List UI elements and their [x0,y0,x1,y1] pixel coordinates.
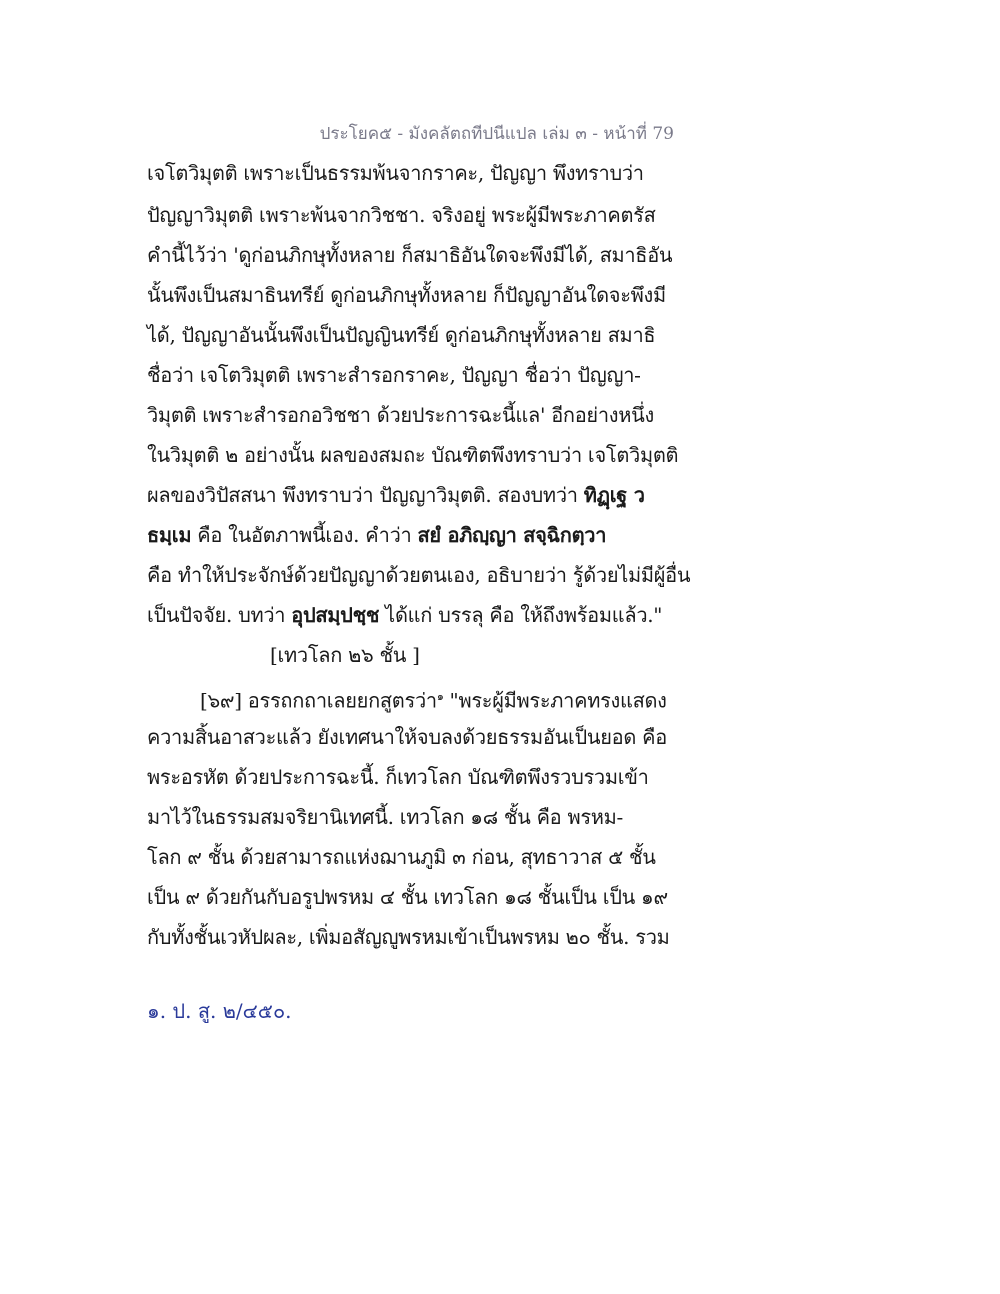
body-line-12-post: ได้แก่ บรรลุ คือ ให้ถึงพร้อมแล้ว." [379,603,663,627]
paragraph-2-number: [๖๙] อรรถกถาเลยยกสูตรว่า [200,688,437,713]
pali-term-upasampajja: อุปสมฺปชฺช [291,603,380,627]
body-line-10-text: คือ ในอัตภาพนี้เอง. คำว่า [191,523,418,547]
body-line-9 [147,480,677,510]
running-head: ประโยค๕ - มังคลัตถทีปนีแปล เล่ม ๓ - หน้าที่ 79 [319,124,674,144]
footnote: ๑. ป. สู. ๒/๔๕๐. [147,999,292,1023]
section-heading: [เทวโลก ๒๖ ชั้น ] [270,643,420,667]
paragraph-2-line-3: พระอรหัต ด้วยประการฉะนี้. ก็เทวโลก บัณฑิตพึงรวบรวมเข้า [147,765,649,789]
paragraph-2-line-5: โลก ๙ ชั้น ด้วยสามารถแห่งฌานภูมิ ๓ ก่อน, สุทธาวาส ๕ ชั้น [147,845,656,869]
body-line-1: เจโตวิมุตติ เพราะเป็นธรรมพ้นจากราคะ, ปัญญา พึงทราบว่า [147,161,644,185]
body-line-12 [147,600,677,630]
body-line-12-pre: เป็นปัจจัย. บทว่า [147,603,292,627]
paragraph-2-first-line [200,682,730,716]
pali-term-dhamme: ธมฺเม [147,523,192,547]
body-line-7: วิมุตติ เพราะสำรอกอวิชชา ด้วยประการฉะนี้แล' อีกอย่างหนึ่ง [147,403,654,427]
paragraph-2-line-6: เป็น ๙ ด้วยกันกับอรูปพรหม ๔ ชั้น เทวโลก ๑๘ ชั้นเป็น เป็น ๑๙ [147,885,668,909]
body-line-10 [147,520,677,550]
paragraph-2-line-7: กับทั้งชั้นเวหัปผละ, เพิ่มอสัญญูพรหมเข้าเป็นพรหม ๒๐ ชั้น. รวม [147,925,670,949]
body-line-6: ชื่อว่า เจโตวิมุตติ เพราะสำรอกราคะ, ปัญญา ชื่อว่า ปัญญา- [147,363,641,387]
body-line-3: คำนี้ไว้ว่า 'ดูก่อนภิกษุทั้งหลาย ก็สมาธิอันใดจะพึงมีได้, สมาธิอัน [147,243,673,267]
pali-term-dittheva: ทิฏฺเฐ ว [583,483,645,507]
body-line-8: ในวิมุตติ ๒ อย่างนั้น ผลของสมถะ บัณฑิตพึงทราบว่า เจโตวิมุตติ [147,443,679,467]
paragraph-2-first-text: "พระผู้มีพระภาคทรงแสดง [443,688,667,713]
body-line-4: นั้นพึงเป็นสมาธินทรีย์ ดูก่อนภิกษุทั้งหลาย ก็ปัญญาอันใดจะพึงมี [147,283,666,307]
body-line-5: ได้, ปัญญาอันนั้นพึงเป็นปัญญินทรีย์ ดูก่อนภิกษุทั้งหลาย สมาธิ [147,323,656,347]
pali-term-sayam-abhinna: สยํ อภิญฺญา สจฺฉิกตฺวา [417,523,607,547]
footnote-reference: ๑ [436,690,444,703]
body-line-2: ปัญญาวิมุตติ เพราะพ้นจากวิชชา. จริงอยู่ พระผู้มีพระภาคตรัส [147,203,656,227]
body-line-9-text: ผลของวิปัสสนา พึงทราบว่า ปัญญาวิมุตติ. สองบทว่า [147,483,584,507]
paragraph-2-line-4: มาไว้ในธรรมสมจริยานิเทศนี้. เทวโลก ๑๘ ชั้น คือ พรหม- [147,805,623,829]
body-line-11: คือ ทำให้ประจักษ์ด้วยปัญญาด้วยตนเอง, อธิบายว่า รู้ด้วยไม่มีผู้อื่น [147,563,691,587]
paragraph-2-line-2: ความสิ้นอาสวะแล้ว ยังเทศนาให้จบลงด้วยธรรมอันเป็นยอด คือ [147,725,667,749]
